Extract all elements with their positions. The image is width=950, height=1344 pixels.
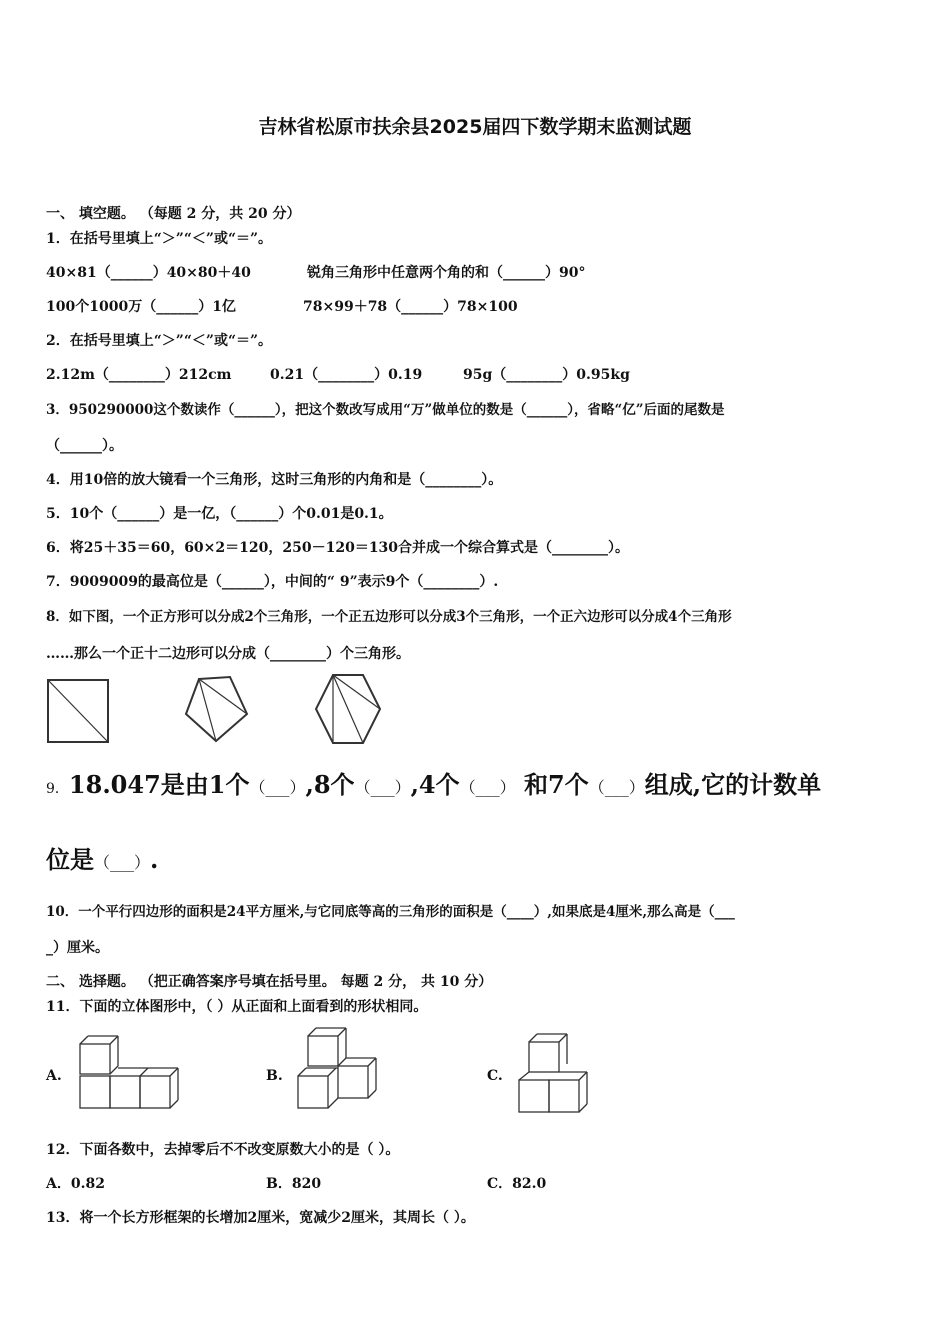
- q11-option-b-figure: [296, 1026, 382, 1112]
- q11-stem: 11．下面的立体图形中，（ ）从正面和上面看到的形状相同。: [46, 999, 428, 1015]
- square-diagram: [46, 678, 110, 744]
- q12-stem: 12．下面各数中，去掉零后不不改变原数大小的是（ ）。: [46, 1142, 400, 1158]
- q11-option-c-figure: [517, 1030, 597, 1116]
- q9-part-4: 和7个: [515, 770, 589, 799]
- pentagon-diagram: [183, 674, 251, 744]
- q6: 6．将25＋35＝60，60×2＝120，250－120＝130合并成一个综合算式是（________）。: [46, 540, 630, 556]
- q9-part-6: 位是: [46, 845, 94, 874]
- q1-item-d: 78×99＋78（______）78×100: [303, 299, 518, 315]
- q9-part-5: 组成,它的计数单: [644, 770, 822, 799]
- q1-item-c: 100个1000万（______）1亿: [46, 299, 236, 315]
- q10-line-1: 10．一个平行四边形的面积是24平方厘米,与它同底等高的三角形的面积是（____）,如果底是4厘米,那么高是（___: [46, 904, 735, 920]
- q9-part-7: .: [150, 845, 159, 874]
- q2-item-b: 0.21（________）0.19: [270, 367, 423, 383]
- q13: 13．将一个长方形框架的长增加2厘米，宽减少2厘米，其周长（ ）。: [46, 1210, 475, 1226]
- q9-blank-5: （___）: [94, 853, 151, 872]
- q10-line-2: _）厘米。: [46, 940, 109, 956]
- q1-item-b: 锐角三角形中任意两个角的和（______）90°: [307, 265, 586, 281]
- q3-line-2: （______）。: [46, 438, 123, 454]
- q3-line-1: 3．950290000这个数读作（______），把这个数改写成用“万”做单位的数是（______），省略“亿”后面的尾数是: [46, 402, 725, 418]
- hexagon-diagram: [313, 672, 383, 746]
- q5: 5．10个（______）是一亿，（______）个0.01是0.1。: [46, 506, 393, 522]
- q9-number: 9．: [46, 781, 69, 797]
- q9-part-3: ,4个: [410, 770, 460, 799]
- page-title: 吉林省松原市扶余县2025届四下数学期末监测试题: [258, 116, 692, 138]
- q8-line-2: ……那么一个正十二边形可以分成（________）个三角形。: [46, 646, 410, 662]
- q12-option-a[interactable]: A．0.82: [46, 1176, 105, 1192]
- q9-blank-2: （___）: [354, 778, 411, 797]
- q12-option-c[interactable]: C．82.0: [487, 1176, 547, 1192]
- q9-blank-3: （___）: [459, 778, 516, 797]
- q9-part-1: 18.047是由1个: [68, 770, 250, 799]
- q2-stem: 2．在括号里填上“＞”“＜”或“＝”。: [46, 333, 273, 349]
- section-1-heading: 一、 填空题。 （每题 2 分，共 20 分）: [46, 206, 301, 222]
- q11-option-b-label[interactable]: B.: [266, 1068, 283, 1084]
- q8-line-1: 8．如下图，一个正方形可以分成2个三角形，一个正五边形可以分成3个三角形，一个正六边形可以分成4个三角形: [46, 609, 732, 625]
- q2-item-a: 2.12m（________）212cm: [46, 367, 232, 383]
- q9-line-2: [46, 840, 158, 875]
- section-2-heading: 二、 选择题。 （把正确答案序号填在括号里。 每题 2 分， 共 10 分）: [46, 974, 493, 990]
- q1-stem: 1．在括号里填上“＞”“＜”或“＝”。: [46, 231, 273, 247]
- q9-blank-1: （___）: [249, 778, 306, 797]
- q7: 7．9009009的最高位是（______），中间的“ 9”表示9个（________）.: [46, 574, 499, 590]
- q9-line-1: [46, 765, 821, 800]
- q11-option-c-label[interactable]: C.: [487, 1068, 503, 1084]
- q11-option-a-label[interactable]: A.: [46, 1068, 62, 1084]
- q2-item-c: 95g（________）0.95kg: [463, 367, 630, 383]
- q1-item-a: 40×81（______）40×80＋40: [46, 265, 251, 281]
- q4: 4．用10倍的放大镜看一个三角形，这时三角形的内角和是（________）。: [46, 472, 503, 488]
- q9-part-2: ,8个: [305, 770, 355, 799]
- q11-option-a-figure: [78, 1034, 184, 1112]
- q9-blank-4: （___）: [588, 778, 645, 797]
- q12-option-b[interactable]: B．820: [266, 1176, 322, 1192]
